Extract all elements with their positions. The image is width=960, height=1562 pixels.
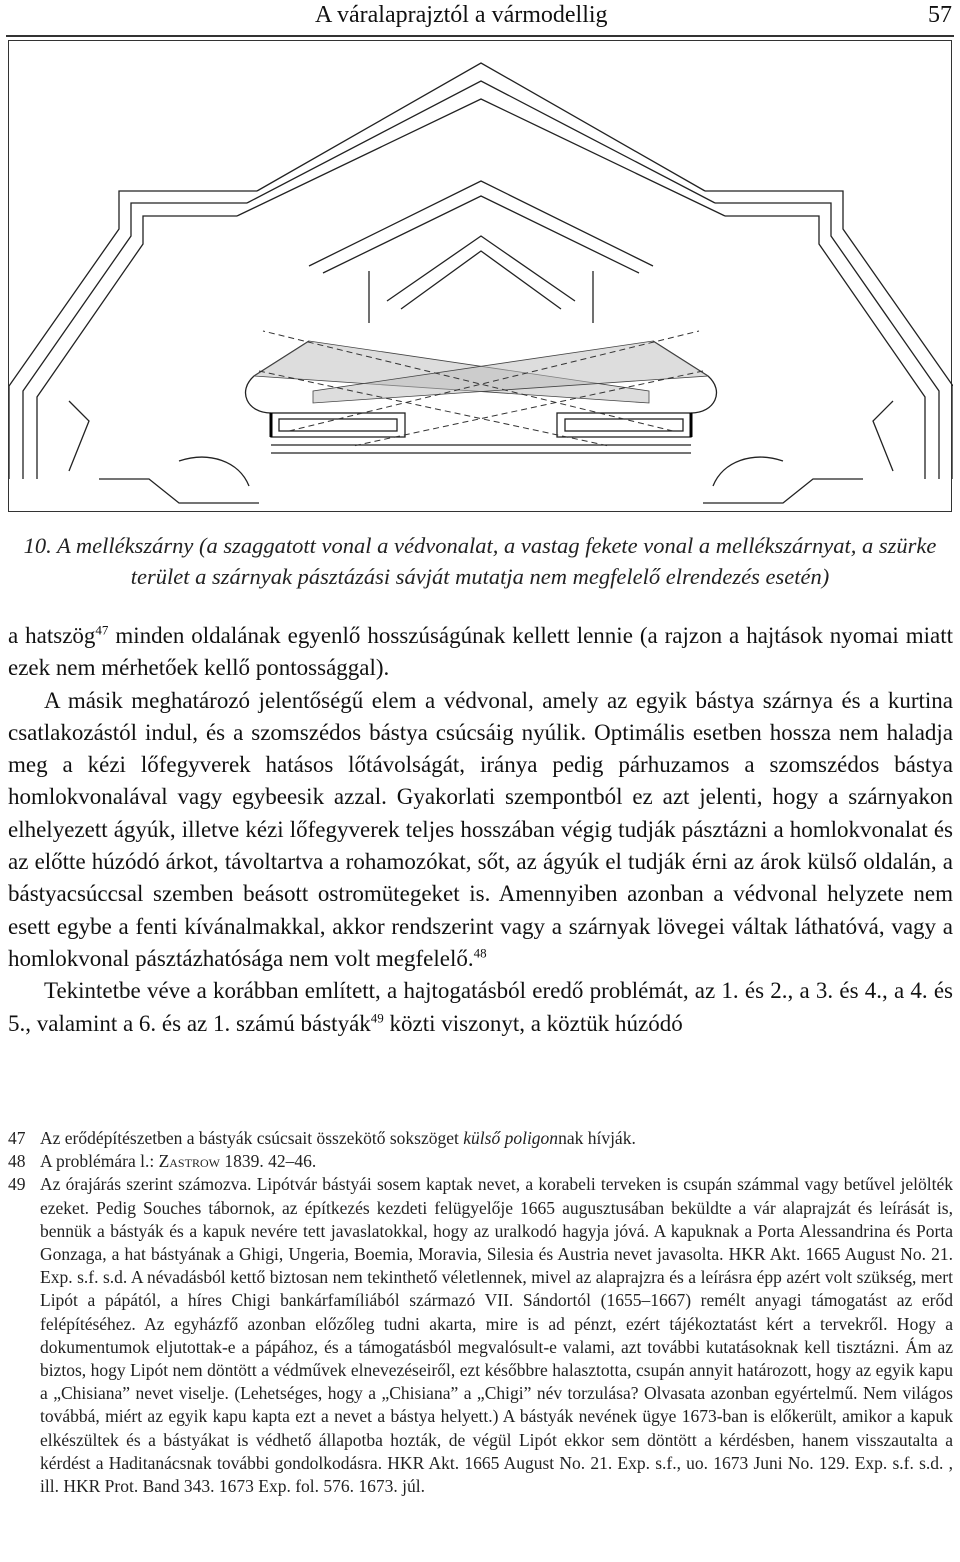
footnote-48-citation: 1839. 42–46. [219, 1151, 317, 1172]
footnote-text [40, 1127, 953, 1150]
figure-caption [8, 530, 952, 592]
caption-number: 10. [23, 533, 52, 558]
footnote-ref-49: 49 [370, 1009, 384, 1025]
p2-text: A másik meghatározó jelentőségű elem a védvonal, amely az egyik bástya szárnya és a kurtina csatlakozástól indul, és a szomszédos bástya csúcsáig nyúlik. Optimális esetben hossza nem haladja meg a kézi lőfegyverek hatásos lőtávolságát, iránya pedig párhuzamos a szomszédos bástya homlokvonalával vagy egybeesik azzal. Gyakorlati szempontból ez azt jelenti, hogy a szárnyakon elhelyezett ágyúk, illetve kézi lőfegyverek teljes hosszában végig tudják pásztázni a homlokvonalat és az előtte húzódó árkot, távoltartva a rohamozókat, sőt, az ágyúk el tudják érni az árok külső oldalán, a bástyacsúccsal szemben beásott ostromütegeket is. Amennyiben azonban a védvonal helyzete nem esett egybe a fenti kívánalmakkal, akkor rendszerint vagy a szárnyak lövegei váltak láthatóvá, vagy a homlokvonal pásztázhatósága nem volt megfelelő. [8, 687, 953, 971]
running-header [0, 0, 960, 36]
page-number: 57 [928, 2, 952, 28]
header-rule [6, 35, 954, 37]
p1-text-end: minden oldalának egyenlő hosszúságúnak kellett lennie (a rajzon a hajtások nyomai miatt ezek nem mérhetőek kellő pontossággal). [8, 623, 953, 681]
footnote-text [40, 1150, 953, 1173]
footnotes [8, 1127, 953, 1498]
central-bastion-outline [257, 63, 705, 191]
footnote-47 [8, 1127, 953, 1150]
p3-text-end: közti viszonyt, a köztük húzódó [383, 1010, 683, 1036]
bastion-plan-drawing [9, 41, 953, 513]
footnote-48 [8, 1150, 953, 1173]
footnote-ref-48: 48 [473, 945, 487, 961]
body-text [8, 620, 953, 1040]
caption-text: A mellékszárny (a szaggatott vonal a védvonalat, a vastag fekete vonal a mellékszárnyat, a szürke terület a szárnyak pásztázási sávját mutatja nem megfelelő elrendezés esetén) [56, 533, 937, 589]
running-title: A váralaprajztól a vármodellig [315, 2, 608, 28]
footnote-number: 47 [8, 1128, 26, 1148]
footnote-48-text: A problémára l.: [40, 1151, 159, 1172]
right-bastion-outline [705, 191, 953, 479]
paragraph-3 [8, 975, 953, 1040]
footnote-ref-47: 47 [95, 622, 109, 638]
footnote-47-text: Az erődépítészetben a bástyák csúcsait összekötő sokszöget [40, 1128, 464, 1148]
paragraph-1 [8, 620, 953, 685]
footnote-49 [8, 1173, 953, 1498]
footnote-number: 49 [8, 1174, 26, 1195]
footnote-47-suffix: nak hívják. [558, 1128, 636, 1148]
footnote-number: 48 [8, 1151, 26, 1172]
paragraph-2 [8, 685, 953, 976]
p1-text-start: a hatszög [8, 623, 96, 648]
footnote-47-term: külső poligon [463, 1128, 559, 1148]
p3-text-start: Tekintetbe véve a korábban említett, a hajtogatásból eredő problémát, az 1. és 2., a 3. és 4., a 4. és 5., valamint a 6. és az 1. számú bástyák [8, 978, 953, 1036]
fortification-drawing [8, 40, 952, 512]
left-bastion-outline [9, 191, 257, 479]
footnote-text: Az órajárás szerint számozva. Lipótvár bástyái sosem kaptak nevet, a korabeli terveken is csupán számmal vagy betűvel jelölték ezeket. Pedig Souches tábornok, az építkezés kezdeti felügyelője 1665 augusztusában beküldte a vár alaprajzát és leírását is, bennük a bástyák és a kapuk nevére tett javaslatokkal, hogy az uralkodó hagyja jóvá. A kapuknak a Porta Alessandrina és Porta Gonzaga, a hat bástyának a Ghigi, Ungeria, Boemia, Moravia, Silesia és Austria nevet javasolta. HKR Akt. 1665 August No. 21. Exp. s.f. s.d. A névadásból kettő biztosan nem tekinthető véletlennek, mivel az alaprajzra és a leírásra épp azért volt szükség, mert Lipót a pápától, a híres Chigi bankárfamíliából származó VII. Sándortól (1655–1667) remélt anyagi támogatást az erőd felépítéséhez. Az egyházfő azonban előzőleg tudni akarta, mire is ad pénzt, ezért tájékoztatást kért a tervekről. Hogy a dokumentumok eljutottak-e a pápához, és a támogatásból megvalósult-e valami, azt további kutatásoknak kell tisztázni. Ám az biztos, hogy Lipót nem döntött a védművek elnevezéseiről, ezt későbbre halasztotta, csupán annyit határozott, hogy az egyik kapu a „Chisiana” nevet viselje. (Lehetséges, hogy a „Chisiana” a „Chigi” név torzulása? Olvasata azonban egyértelmű. Nem világos továbbá, miért az egyik kapu kapta ezt a nevet a bástya helyett.) A bástyák nevének ügye 1673-ban is előkerült, amikor a kapuk elkészültek és a bástyákat is védhető állapotba hozták, de végül Lipót ekkor sem döntött a kérdésben, hanem visszautalta a kérdést a Haditanácsnak további gondolkodásra. HKR Akt. 1665 August No. 21. Exp. s.f., uo. 1673 Juni No. 129. Exp. s.f. s.d. , ill. HKR Prot. Band 343. 1673 Exp. fol. 576. 1673. júl. [40, 1174, 953, 1497]
footnote-48-author: Zastrow [158, 1151, 220, 1172]
